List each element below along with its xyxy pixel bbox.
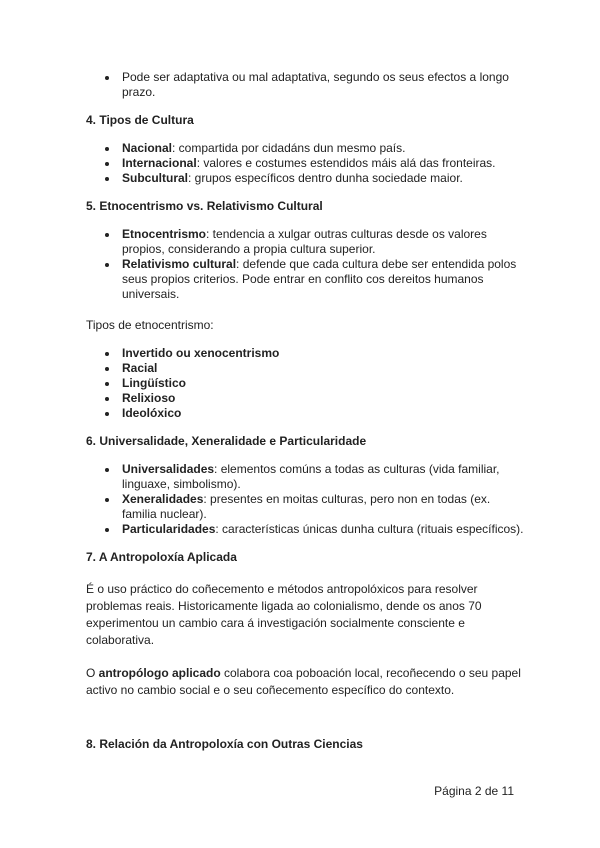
list-item: Xeneralidades: presentes en moitas culturas, pero non en todas (ex. familia nuclear).	[86, 492, 526, 522]
list-item: Relixioso	[86, 391, 526, 406]
section-6-heading: 6. Universalidade, Xeneralidade e Particularidade	[86, 434, 367, 448]
list-item: Etnocentrismo: tendencia a xulgar outras culturas desde os valores propios, considerando a propia cultura superior.	[86, 227, 526, 257]
list-item: Particularidades: características únicas dunha cultura (rituais específicos).	[86, 522, 526, 537]
term: Xeneralidades	[122, 492, 204, 506]
term: antropólogo aplicado	[98, 666, 221, 680]
term: Etnocentrismo	[122, 227, 207, 241]
section-5-heading: 5. Etnocentrismo vs. Relativismo Cultural	[86, 199, 323, 213]
section-8-heading: 8. Relación da Antropoloxía con Outras Ciencias	[86, 737, 363, 751]
bullet-icon	[105, 397, 109, 401]
bullet-icon	[105, 468, 109, 472]
etnocentrismo-types-list	[86, 346, 526, 421]
page-number: Página 2 de 11	[434, 784, 514, 798]
section-7-heading: 7. A Antropoloxía Aplicada	[86, 550, 237, 564]
page-content	[86, 70, 526, 752]
term: Internacional	[122, 156, 197, 170]
bullet-icon	[105, 367, 109, 371]
list-item: Ideolóxico	[86, 406, 526, 421]
section-7-paragraph-2: O antropólogo aplicado colabora coa poboación local, recoñecendo o seu papel activo no cambio social e o seu coñecemento específico do contexto.	[86, 666, 521, 697]
list-item: Racial	[86, 361, 526, 376]
list-item: Internacional: valores e costumes estendidos máis alá das fronteiras.	[86, 156, 526, 171]
bullet-icon	[105, 76, 109, 80]
etnocentrismo-types-intro: Tipos de etnocentrismo:	[86, 318, 214, 332]
section-7-paragraph-1: É o uso práctico do coñecemento e métodos antropolóxicos para resolver problemas reais. Historicamente ligada ao colonialismo, dende os anos 70 experimentou un cambio cara á investigación socialmente consciente e colaborativa.	[86, 582, 482, 647]
term: Relativismo cultural	[122, 257, 237, 271]
list-item: Universalidades: elementos comúns a todas as culturas (vida familiar, linguaxe, simbolismo).	[86, 462, 526, 492]
section-4-heading: 4. Tipos de Cultura	[86, 113, 194, 127]
top-list	[86, 70, 526, 100]
bullet-icon	[105, 382, 109, 386]
list-item: Lingüístico	[86, 376, 526, 391]
list-item: Pode ser adaptativa ou mal adaptativa, segundo os seus efectos a longo prazo.	[86, 70, 526, 100]
term: Particularidades	[122, 522, 216, 536]
term: Nacional	[122, 141, 173, 155]
bullet-icon	[105, 412, 109, 416]
bullet-icon	[105, 147, 109, 151]
list-item: Nacional: compartida por cidadáns dun mesmo país.	[86, 141, 526, 156]
bullet-icon	[105, 528, 109, 532]
bullet-icon	[105, 233, 109, 237]
bullet-icon	[105, 162, 109, 166]
section-6-list	[86, 462, 526, 537]
list-item: Invertido ou xenocentrismo	[86, 346, 526, 361]
bullet-icon	[105, 177, 109, 181]
term: Universalidades	[122, 462, 215, 476]
section-4-list	[86, 141, 526, 186]
term: Subcultural	[122, 171, 189, 185]
list-item: Subcultural: grupos específicos dentro dunha sociedade maior.	[86, 171, 526, 186]
list-item: Relativismo cultural: defende que cada cultura debe ser entendida polos seus propios criterios. Pode entrar en conflito cos dereitos humanos universais.	[86, 257, 526, 302]
bullet-icon	[105, 352, 109, 356]
bullet-icon	[105, 498, 109, 502]
section-5-list	[86, 227, 526, 302]
bullet-icon	[105, 263, 109, 267]
